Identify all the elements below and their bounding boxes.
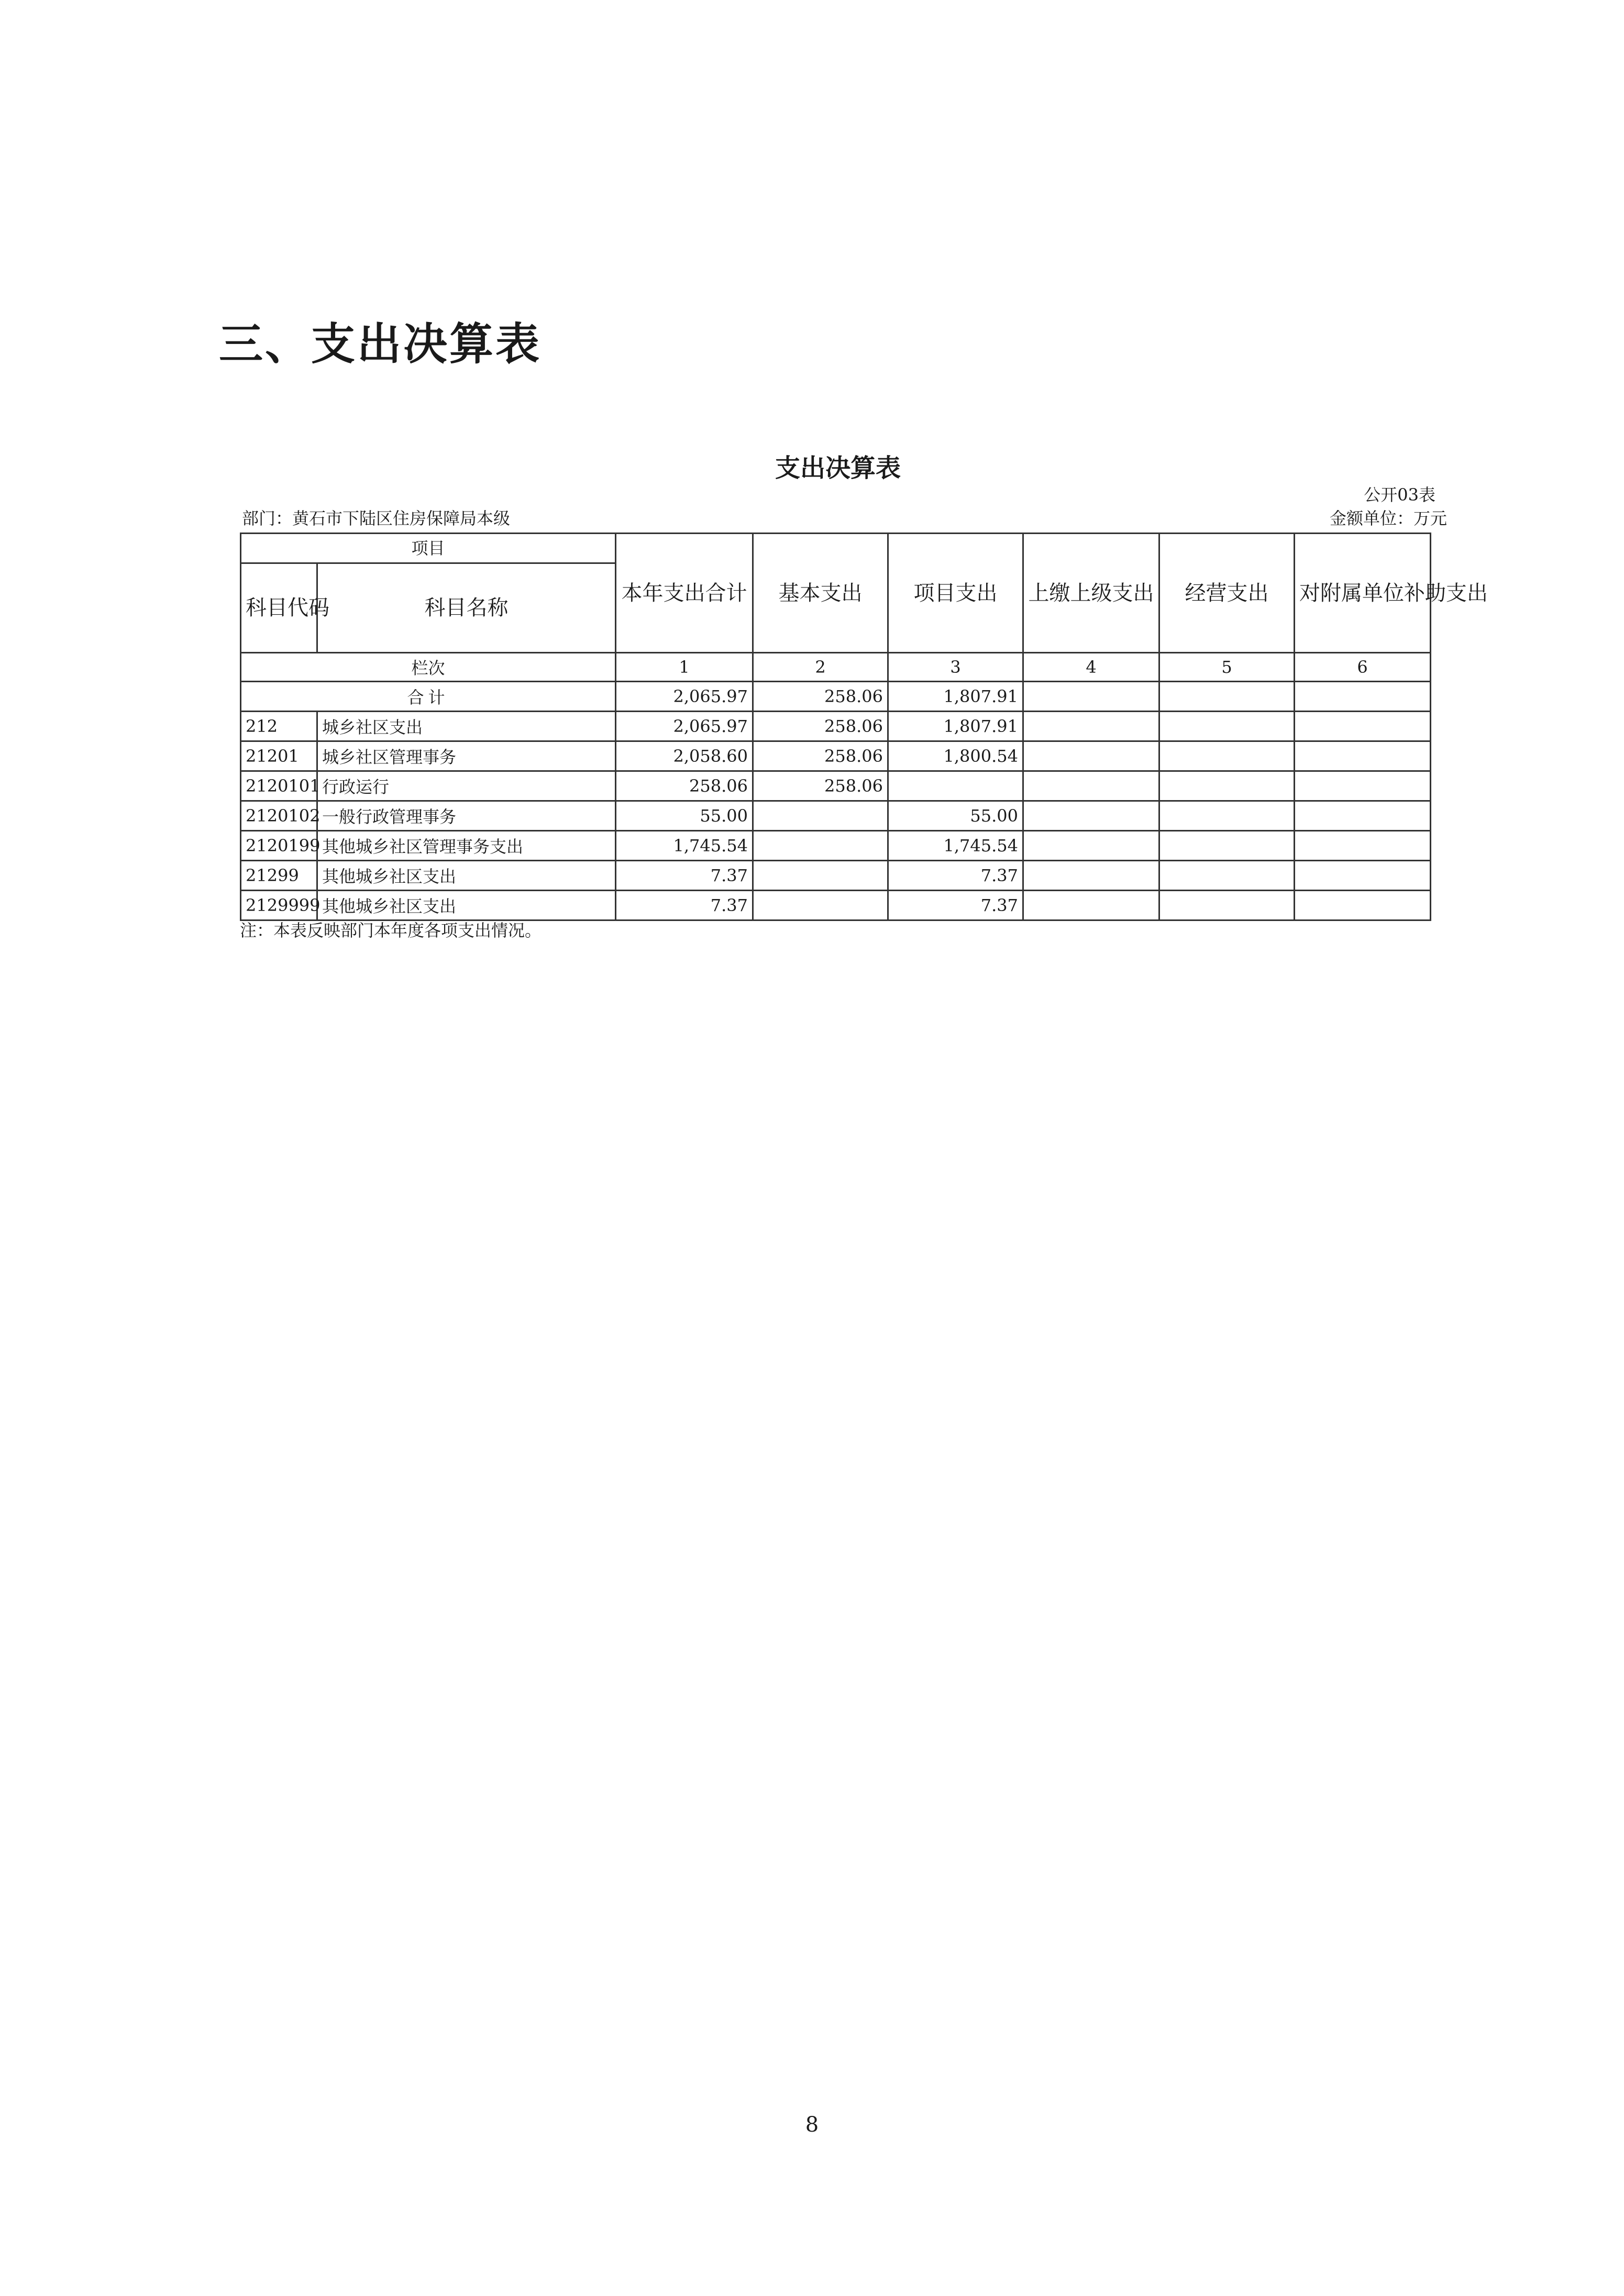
header-item: 项目	[241, 534, 616, 563]
row-value: 1,807.91	[888, 712, 1023, 741]
row-value: 2,065.97	[616, 712, 753, 741]
row-value: 7.37	[616, 861, 753, 891]
total-value: 2,065.97	[616, 682, 753, 712]
row-value	[1159, 741, 1295, 771]
row-value: 258.06	[753, 712, 888, 741]
row-value	[888, 771, 1023, 801]
expenditure-table	[240, 533, 1488, 921]
header-col-business: 经营支出	[1159, 534, 1295, 653]
table-row	[241, 891, 1431, 920]
table-row	[241, 741, 1431, 771]
row-name: 城乡社区管理事务	[317, 741, 616, 771]
row-value	[1023, 771, 1159, 801]
row-code: 2120199	[241, 831, 317, 861]
row-value	[1295, 861, 1431, 891]
row-value	[1295, 831, 1431, 861]
row-name: 其他城乡社区管理事务支出	[317, 831, 616, 861]
row-code: 2120101	[241, 771, 317, 801]
row-value: 55.00	[616, 801, 753, 831]
section-heading: 三、支出决算表	[219, 318, 542, 370]
row-value	[1159, 771, 1295, 801]
row-name: 其他城乡社区支出	[317, 861, 616, 891]
total-value	[1023, 682, 1159, 712]
row-value: 7.37	[888, 861, 1023, 891]
row-value	[1023, 712, 1159, 741]
col-number: 1	[616, 653, 753, 682]
col-number: 6	[1295, 653, 1431, 682]
col-number: 3	[888, 653, 1023, 682]
row-value	[1023, 831, 1159, 861]
row-value: 7.37	[616, 891, 753, 920]
row-value	[1295, 771, 1431, 801]
total-label: 合计	[241, 682, 616, 712]
total-row	[241, 682, 1431, 712]
row-value	[753, 831, 888, 861]
table-row	[241, 771, 1431, 801]
department-label: 部门：黄石市下陆区住房保障局本级	[242, 508, 511, 528]
row-label: 栏次	[241, 653, 616, 682]
total-value	[1295, 682, 1431, 712]
row-value	[753, 861, 888, 891]
amount-unit: 金额单位：万元	[1329, 508, 1447, 528]
row-value	[1159, 831, 1295, 861]
row-value	[753, 891, 888, 920]
table-row	[241, 861, 1431, 891]
header-col-upper: 上缴上级支出	[1023, 534, 1159, 653]
col-number: 4	[1023, 653, 1159, 682]
row-name: 一般行政管理事务	[317, 801, 616, 831]
row-value	[1295, 741, 1431, 771]
row-value	[1159, 801, 1295, 831]
form-number: 公开03表	[1364, 485, 1435, 505]
row-value	[1023, 891, 1159, 920]
header-col-subsidy: 对附属单位补助支出	[1295, 534, 1431, 653]
row-value: 258.06	[753, 741, 888, 771]
row-value	[1295, 712, 1431, 741]
row-value	[1023, 861, 1159, 891]
row-code: 2120102	[241, 801, 317, 831]
row-value: 7.37	[888, 891, 1023, 920]
row-code: 212	[241, 712, 317, 741]
col-number: 2	[753, 653, 888, 682]
row-name: 行政运行	[317, 771, 616, 801]
table-title: 支出决算表	[775, 453, 901, 483]
row-value: 1,800.54	[888, 741, 1023, 771]
total-value	[1159, 682, 1295, 712]
header-col-total: 本年支出合计	[616, 534, 753, 653]
row-value	[1023, 741, 1159, 771]
row-value	[1295, 891, 1431, 920]
row-code: 21299	[241, 861, 317, 891]
row-value: 258.06	[616, 771, 753, 801]
table-row	[241, 712, 1431, 741]
row-value: 2,058.60	[616, 741, 753, 771]
row-value: 1,745.54	[888, 831, 1023, 861]
row-value: 55.00	[888, 801, 1023, 831]
header-code: 科目代码	[241, 563, 317, 653]
header-col-basic: 基本支出	[753, 534, 888, 653]
table-row	[241, 801, 1431, 831]
row-value	[1295, 801, 1431, 831]
row-value	[753, 801, 888, 831]
row-code: 2129999	[241, 891, 317, 920]
row-name: 城乡社区支出	[317, 712, 616, 741]
table-row	[241, 831, 1431, 861]
total-value: 258.06	[753, 682, 888, 712]
row-code: 21201	[241, 741, 317, 771]
table-note: 注：本表反映部门本年度各项支出情况。	[240, 920, 542, 940]
total-value: 1,807.91	[888, 682, 1023, 712]
row-value	[1159, 861, 1295, 891]
row-value	[1159, 712, 1295, 741]
row-value	[1159, 891, 1295, 920]
row-value	[1023, 801, 1159, 831]
row-value: 1,745.54	[616, 831, 753, 861]
header-name: 科目名称	[317, 563, 616, 653]
header-col-project: 项目支出	[888, 534, 1023, 653]
page-number: 8	[805, 2113, 819, 2137]
col-number: 5	[1159, 653, 1295, 682]
row-value: 258.06	[753, 771, 888, 801]
row-name: 其他城乡社区支出	[317, 891, 616, 920]
